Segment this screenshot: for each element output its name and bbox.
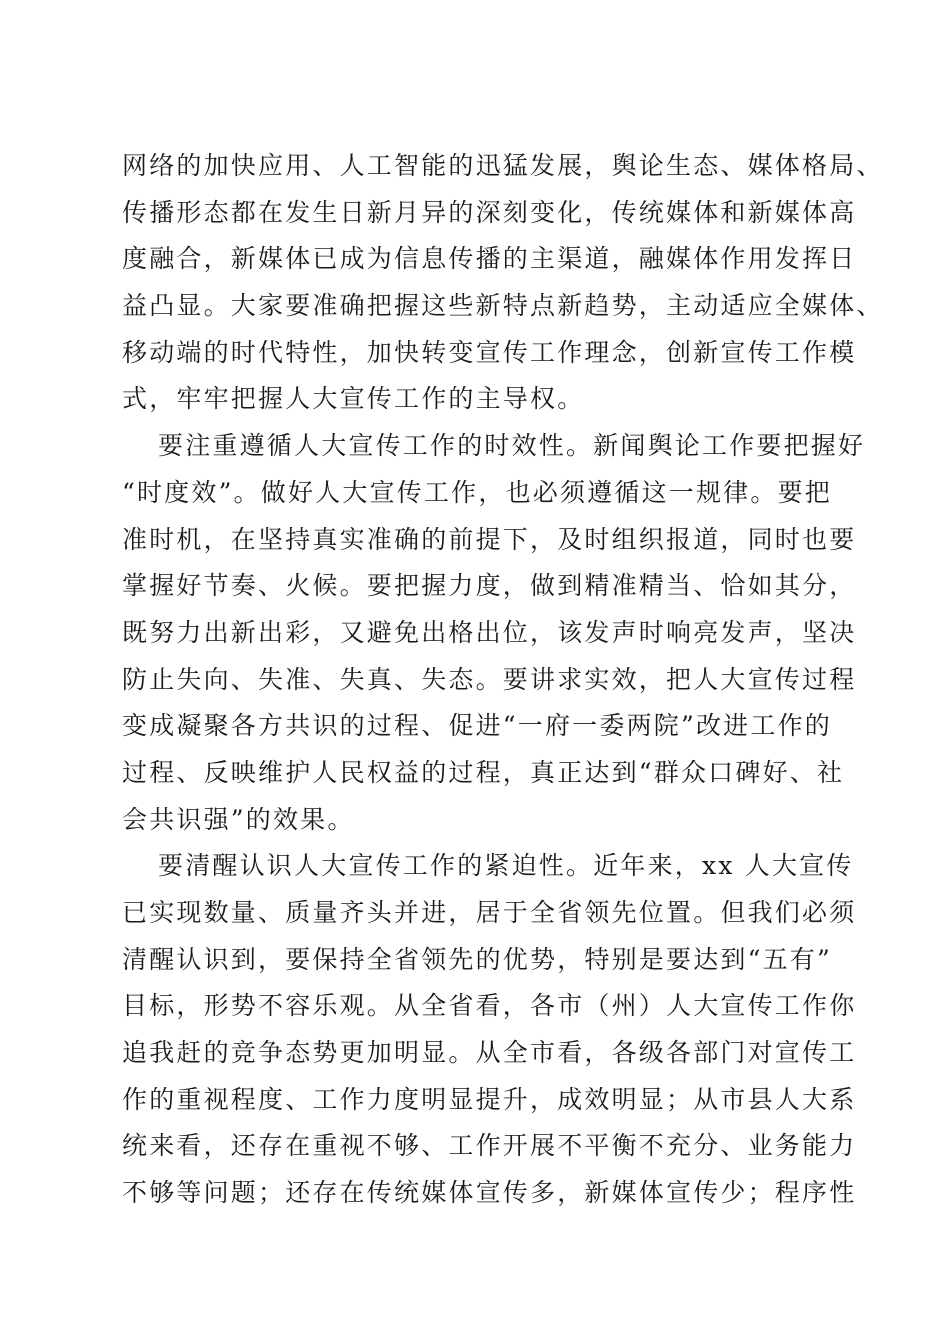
text-line: 度融合，新媒体已成为信息传播的主渠道，融媒体作用发挥日 — [122, 244, 857, 274]
text-line: 防止失向、失准、失真、失态。要讲求实效，把人大宣传过程 — [122, 664, 857, 694]
text-line: 不够等问题；还存在传统媒体宣传多，新媒体宣传少；程序性 — [122, 1178, 857, 1208]
body-text — [122, 143, 884, 1217]
text-line: 会共识强”的效果。 — [122, 804, 355, 834]
text-line: 统来看，还存在重视不够、工作开展不平衡不充分、业务能力 — [122, 1131, 857, 1161]
text-line: “时度效”。做好人大宣传工作，也必须遵循这一规律。要把 — [122, 477, 832, 507]
text-line: 追我赶的竞争态势更加明显。从全市看，各级各部门对宣传工 — [122, 1038, 857, 1068]
text-line: 掌握好节奏、火候。要把握力度，做到精准精当、恰如其分， — [122, 571, 857, 601]
text-line: 移动端的时代特性，加快转变宣传工作理念，创新宣传工作模 — [122, 337, 857, 367]
text-line: 目标，形势不容乐观。从全省看，各市（州）人大宣传工作你 — [122, 991, 857, 1021]
text-line: 传播形态都在发生日新月异的深刻变化，传统媒体和新媒体高 — [122, 197, 857, 227]
text-line: 既努力出新出彩，又避免出格出位，该发声时响亮发声，坚决 — [122, 617, 857, 647]
text-line: 准时机，在坚持真实准确的前提下，及时组织报道，同时也要 — [122, 524, 857, 554]
text-line: 网络的加快应用、人工智能的迅猛发展，舆论生态、媒体格局、 — [122, 151, 884, 180]
text-line: 已实现数量、质量齐头并进，居于全省领先位置。但我们必须 — [122, 898, 857, 927]
text-line: 清醒认识到，要保持全省领先的优势，特别是要达到“五有” — [122, 944, 832, 974]
text-line: 变成凝聚各方共识的过程、促进“一府一委两院”改进工作的 — [122, 711, 832, 741]
text-line: 要注重遵循人大宣传工作的时效性。新闻舆论工作要把握好 — [158, 431, 866, 461]
text-line: 作的重视程度、工作力度明显提升，成效明显；从市县人大系 — [122, 1084, 857, 1114]
text-line: 过程、反映维护人民权益的过程，真正达到“群众口碑好、社 — [122, 757, 845, 787]
text-line: 要清醒认识人大宣传工作的紧迫性。近年来，xx 人大宣传 — [158, 851, 854, 881]
text-line: 式，牢牢把握人大宣传工作的主导权。 — [122, 384, 585, 414]
text-line: 益凸显。大家要准确把握这些新特点新趋势，主动适应全媒体、 — [122, 291, 884, 321]
